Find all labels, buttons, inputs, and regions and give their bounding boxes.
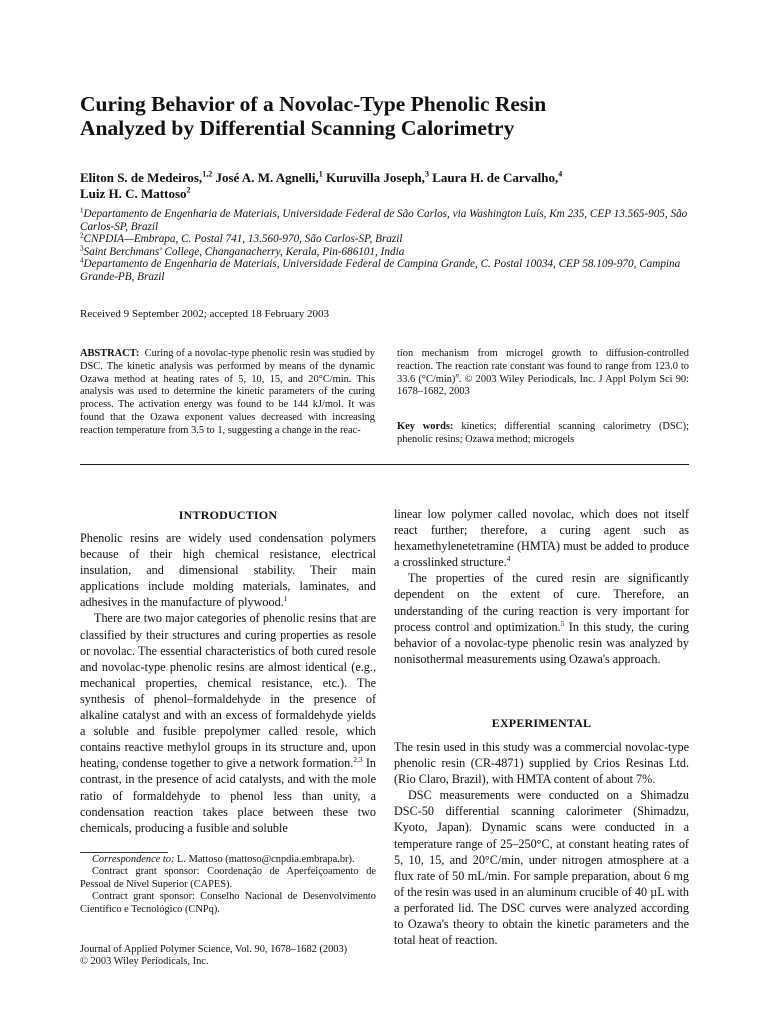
paragraph-text: The properties of the cured resin are significantly dependent on the extent of cure. Therefore, an understanding of the curing reaction is very important for process control and optimization. (394, 571, 689, 634)
reference-marker: 5 (560, 618, 565, 628)
abstract-column-right (397, 348, 689, 447)
affiliation-text: Saint Berchmans' College, Changanacherry, Kerala, Pin-686101, India (83, 245, 405, 258)
affiliation (80, 208, 692, 233)
section-divider (80, 464, 689, 465)
affiliation-text: Departamento de Engenharia de Materiais, Universidade Federal de Campina Grande, C. Postal 10034, CEP 58.109-970, Campina Grande-PB, Brazil (80, 258, 681, 283)
abstract-label: ABSTRACT: (80, 348, 140, 359)
experimental-heading-wrap (394, 716, 689, 731)
abstract-citation: . © 2003 Wiley Periodicals, Inc. J Appl Polym Sci 90: 1678–1682, 2003 (397, 373, 689, 398)
affiliation-number: 4 (80, 256, 84, 265)
paragraph-text: There are two major categories of phenolic resins that are classified by their structures and curing properties as resole or novolac. The essential characteristics of both cured resole and novolac-type phenolic resins are almost identical (e.g., mechanical properties, chemical resistance, etc.). The synthesis of phenol–formaldehyde in the presence of alkaline catalyst and with an excess of formaldehyde yields a soluble and fusible prepolymer called resole, which contains reactive methylol groups in its structure and, upon heating, condense together to give a network formation. (80, 611, 376, 771)
abstract-text: tion mechanism from microgel growth to diffusion-controlled reaction. The reaction rate constant was found to range from 123.0 to 33.6 (°C/min) (397, 348, 689, 385)
affiliation-number: 2 (80, 231, 84, 240)
title-line-1: Curing Behavior of a Novolac-Type Phenolic Resin (80, 92, 547, 116)
reference-marker: 2,3 (353, 755, 363, 765)
affiliation-number: 3 (80, 244, 84, 253)
introduction-heading: INTRODUCTION (178, 508, 278, 522)
paragraph-text: In this study, the curing behavior of a novolac-type phenolic resin was analyzed by nonisothermal measurements using Ozawa's approach. (394, 619, 689, 666)
paragraph (394, 570, 689, 667)
paragraph: DSC measurements were conducted on a Shimadzu DSC-50 differential scanning calorimeter (Shimadzu, Kyoto, Japan). Dynamic scans were conducted in a temperature range of 25–250°C, at constant heating rates of 5, 10, 15, and 20°C/min, under nitrogen atmosphere at a flux rate of 50 mL/min. For sample preparation, about 6 mg of the resin was used in an aluminum crucible of 40 µL with a perforated lid. The DSC curves were analyzed according to Ozawa's theory to obtain the kinetic parameters and the total heat of reaction. (394, 788, 689, 948)
abstract-continuation (397, 348, 689, 399)
abstract-text: Curing of a novolac-type phenolic resin was studied by DSC. The kinetic analysis was performed by means of the dynamic Ozawa method at heating rates of 5, 10, 15, and 20°C/min. This analysis was used to determine the kinetic parameters of the curing process. The activation energy was found to be 144 kJ/mol. It was found that the Ozawa exponent values decreased with increasing reaction temperature from 3.5 to 1, suggesting a change in the reac- (80, 348, 375, 436)
paragraph: The resin used in this study was a commercial novolac-type phenolic resin (CR-4871) supplied by Crios Resinas Ltd. (Rio Claro, Brazil), with HMTA content of about 7%. (394, 740, 689, 787)
author-name: Laura H. de Carvalho, (432, 170, 559, 185)
journal-citation: Journal of Applied Polymer Science, Vol. 90, 1678–1682 (2003) (80, 944, 348, 955)
reference-marker: 4 (506, 554, 511, 564)
reference-marker: 1 (283, 594, 288, 604)
paragraph (80, 530, 376, 610)
paragraph (80, 610, 376, 835)
introduction-body (80, 530, 376, 836)
author-affil-ref: 2 (186, 185, 191, 195)
journal-info (80, 944, 380, 969)
affiliation-text: CNPDIA—Embrapa, C. Postal 741, 13.560-970, São Carlos-SP, Brazil (83, 233, 403, 246)
affiliation-text: Departamento de Engenharia de Materiais, Universidade Federal de São Carlos, via Washington Luís, Km 235, CEP 13.565-905, São Carlos-SP, Brazil (80, 208, 688, 233)
experimental-body (394, 739, 689, 948)
paragraph-text: linear low polymer called novolac, which does not itself react further; therefore, a curing agent such as hexamethylenetetramine (HMTA) must be added to produce a crosslinked structure. (394, 507, 689, 570)
author-name: Kuruvilla Joseph, (325, 170, 425, 185)
exponent: n (455, 371, 459, 380)
paragraph-text: In contrast, in the presence of acid catalysts, and with the mole ratio of formaldehyde to phenol less than unity, a condensation reaction takes place between these two chemicals, producing a fusible and soluble (80, 756, 376, 835)
paragraph-text: Phenolic resins are widely used condensation polymers because of their high chemical resistance, electrical insulation, and dimensional stability. Their main applications include molding materials, laminates, and adhesives in the manufacture of plywood. (80, 531, 376, 610)
introduction-heading-wrap (80, 508, 376, 523)
affiliation-list (80, 208, 692, 284)
footnotes (80, 854, 376, 916)
correspondence-text: L. Mattoso (mattoso@cnpdia.embrapa.br). (174, 854, 355, 865)
author-affil-ref: 1,2 (202, 169, 213, 179)
grant-note: Contract grant sponsor: Conselho Nacional de Desenvolvimento Científico e Tecnológico (CNPq). (80, 891, 376, 915)
journal-copyright: © 2003 Wiley Periodicals, Inc. (80, 956, 209, 968)
author-affil-ref: 4 (558, 169, 563, 179)
correspondence-label: Correspondence to: (92, 854, 175, 865)
abstract-column-left (80, 348, 375, 438)
author-list (80, 170, 700, 202)
keywords (397, 421, 689, 447)
footnote-divider (80, 852, 168, 853)
title-line-2: Analyzed by Differential Scanning Calorimetry (80, 116, 515, 140)
received-dates: Received 9 September 2002; accepted 18 February 2003 (80, 308, 329, 320)
grant-note: Contract grant sponsor: Coordenação de Aperfeiçoamento de Pessoal de Nível Superior (CAPES). (80, 866, 376, 890)
author-affil-ref: 1 (318, 169, 323, 179)
paper-title (80, 92, 700, 140)
affiliation (80, 246, 692, 259)
affiliation (80, 258, 692, 283)
paragraph (394, 506, 689, 570)
author-name: Luiz H. C. Mattoso (80, 186, 187, 201)
author-affil-ref: 3 (424, 169, 429, 179)
affiliation-number: 1 (80, 206, 84, 215)
introduction-body-continued (394, 506, 689, 667)
keywords-text: kinetics; differential scanning calorimetry (DSC); phenolic resins; Ozawa method; microgels (397, 421, 689, 445)
correspondence-note (80, 854, 376, 866)
keywords-label: Key words: (397, 421, 454, 433)
author-name: José A. M. Agnelli, (215, 170, 319, 185)
affiliation (80, 233, 692, 246)
experimental-heading: EXPERIMENTAL (491, 716, 592, 730)
author-name: Eliton S. de Medeiros, (80, 170, 203, 185)
